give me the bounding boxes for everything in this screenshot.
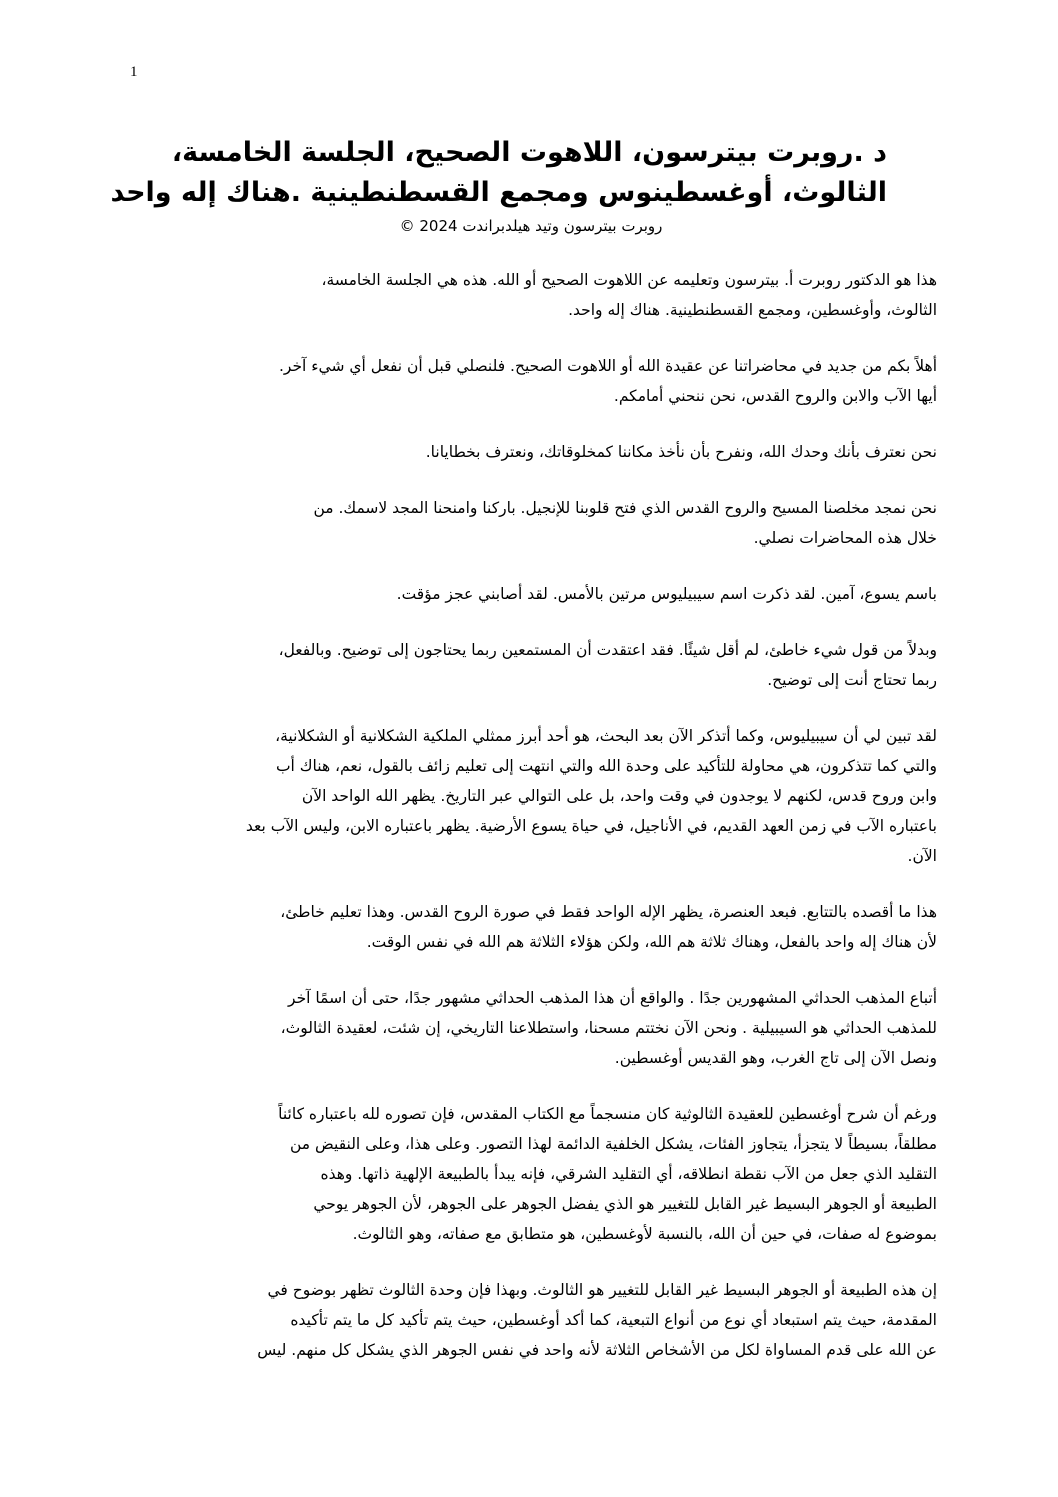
title-line: الثالوث، أوغسطينوس ومجمع القسطنطينية .هناك إله واحد	[110, 177, 887, 208]
paragraph	[125, 579, 937, 609]
paragraph-list	[125, 265, 937, 1365]
paragraph-line: لأن هناك إله واحد بالفعل، وهناك ثلاثة هم الله، ولكن هؤلاء الثلاثة هم الله في نفس الوقت.	[366, 933, 937, 951]
paragraph	[125, 983, 937, 1073]
paragraph-line: هذا هو الدكتور روبرت أ. بيترسون وتعليمه عن اللاهوت الصحيح أو الله. هذه هي الجلسة الخامسة،	[321, 271, 937, 289]
paragraph-line: ونصل الآن إلى تاج الغرب، وهو القديس أوغسطين.	[614, 1049, 937, 1067]
paragraph	[125, 1099, 937, 1249]
paragraph	[125, 437, 937, 467]
paragraph-line: نحن نمجد مخلصنا المسيح والروح القدس الذي فتح قلوبنا للإنجيل. باركنا وامنحنا المجد لاسمك. من	[313, 499, 937, 517]
paragraph-line: لقد تبين لي أن سيبيليوس، وكما أتذكر الآن بعد البحث، هو أحد أبرز ممثلي الملكية الشكلانية أو الشكلانية،	[275, 727, 937, 745]
paragraph-line: وابن وروح قدس، لكنهم لا يوجدون في وقت واحد، بل على التوالي عبر التاريخ. يظهر الله الواحد الآن	[301, 787, 937, 805]
paragraph-line: عن الله على قدم المساواة لكل من الأشخاص الثلاثة لأنه واحد في نفس الجوهر الذي يشكل كل منهم. ليس	[257, 1341, 937, 1359]
paragraph-line: هذا ما أقصده بالتتابع. فبعد العنصرة، يظهر الإله الواحد فقط في صورة الروح القدس. وهذا تعليم خاطئ،	[280, 903, 937, 921]
paragraph-line: الثالوث، وأوغسطين، ومجمع القسطنطينية. هناك إله واحد.	[568, 301, 937, 319]
paragraph-line: أيها الآب والابن والروح القدس، نحن ننحني أمامكم.	[613, 387, 937, 405]
paragraph-line: إن هذه الطبيعة أو الجوهر البسيط غير القابل للتغيير هو الثالوث. وبهذا فإن وحدة الثالوث تظهر بوضوح في	[267, 1281, 937, 1299]
paragraph-line: الطبيعة أو الجوهر البسيط غير القابل للتغيير هو الذي يفضل الجوهر على الجوهر، لأن الجوهر يوحي	[313, 1195, 937, 1213]
paragraph-line: نحن نعترف بأنك وحدك الله، ونفرح بأن نأخذ مكاننا كمخلوقاتك، ونعترف بخطايانا.	[425, 443, 937, 461]
paragraph-line: التقليد الذي جعل من الآب نقطة انطلاقه، أي التقليد الشرقي، فإنه يبدأ بالطبيعة الإلهية ذاتها. وهذه	[320, 1165, 937, 1183]
paragraph	[125, 721, 937, 871]
copyright-line: روبرت بيترسون وتيد هيلدبراندت 2024 ©	[399, 217, 663, 235]
title-line: د .روبرت بيترسون، اللاهوت الصحيح، الجلسة الخامسة،	[171, 137, 887, 168]
paragraph-line: ربما تحتاج أنت إلى توضيح.	[767, 671, 937, 689]
paragraph-line: وبدلاً من قول شيء خاطئ، لم أقل شيئًا. فقد اعتقدت أن المستمعين ربما يحتاجون إلى توضيح. وبالفعل،	[278, 641, 937, 659]
paragraph	[125, 897, 937, 957]
document-title	[110, 133, 937, 213]
page-number: 1	[130, 64, 138, 80]
paragraph-line: للمذهب الحداثي هو السيبيلية . ونحن الآن نختتم مسحنا، واستطلاعنا التاريخي، إن شئت، لعقيدة الثالوث،	[280, 1019, 937, 1037]
paragraph	[125, 1275, 937, 1365]
paragraph-line: الآن.	[907, 847, 937, 865]
paragraph-line: باسم يسوع، آمين. لقد ذكرت اسم سيبيليوس مرتين بالأمس. لقد أصابني عجز مؤقت.	[396, 585, 937, 603]
paragraph	[125, 351, 937, 411]
paragraph-line: ورغم أن شرح أوغسطين للعقيدة الثالوثية كان منسجماً مع الكتاب المقدس، فإن تصوره لله باعتباره كائناً	[278, 1105, 937, 1123]
paragraph-line: بموضوع له صفات، في حين أن الله، بالنسبة لأوغسطين، هو متطابق مع صفاته، وهو الثالوث.	[352, 1225, 937, 1243]
paragraph-line: باعتباره الآب في زمن العهد القديم، في الأناجيل، في حياة يسوع الأرضية. يظهر باعتباره الابن، وليس الآب بعد	[245, 817, 937, 835]
paragraph-line: المقدمة، حيث يتم استبعاد أي نوع من أنواع التبعية، كما أكد أوغسطين، حيث يتم تأكيد كل ما يتم تأكيده	[290, 1311, 937, 1329]
paragraph	[125, 635, 937, 695]
paragraph-line: مطلقاً، بسيطاً لا يتجزأ، يتجاوز الفئات، يشكل الخلفية الدائمة لهذا التصور. وعلى هذا، وعلى النقيض من	[290, 1135, 937, 1153]
paragraph	[125, 265, 937, 325]
paragraph-line: أتباع المذهب الحداثي المشهورين جدًا . والواقع أن هذا المذهب الحداثي مشهور جدًا، حتى أن اسمًا آخر	[288, 989, 937, 1007]
paragraph-line: والتي كما تتذكرون، هي محاولة للتأكيد على وحدة الله والتي انتهت إلى تعليم زائف بالقول، نعم، هناك أب	[275, 757, 937, 775]
paragraph	[125, 493, 937, 553]
document-body	[110, 133, 937, 1391]
paragraph-line: أهلاً بكم من جديد في محاضراتنا عن عقيدة الله أو اللاهوت الصحيح. فلنصلي قبل أن نفعل أي شيء آخر.	[278, 357, 937, 375]
paragraph-line: خلال هذه المحاضرات نصلي.	[753, 529, 937, 547]
